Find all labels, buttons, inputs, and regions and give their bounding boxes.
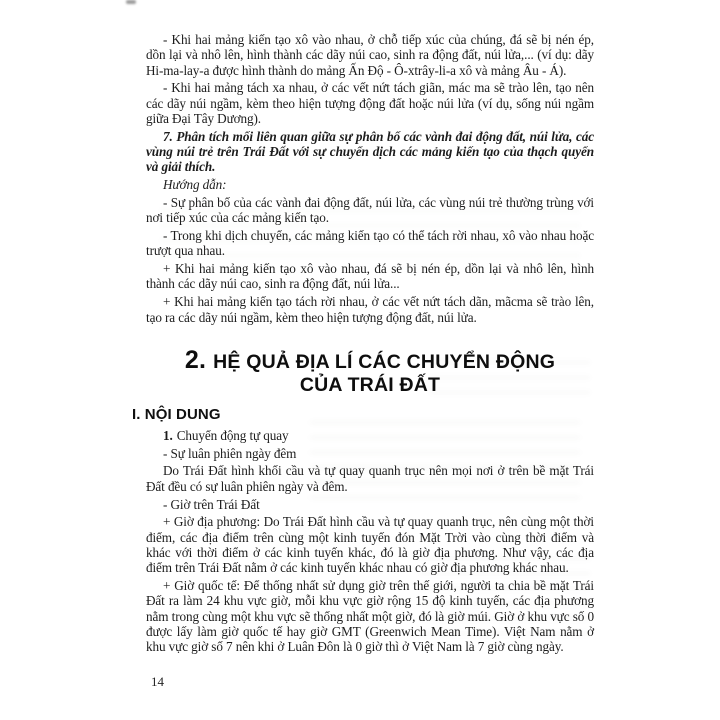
chapter-title-line-2: CỦA TRÁI ĐẤT [299,373,441,396]
section-heading-noi-dung: I. NỘI DUNG [132,405,221,423]
chapter-number: 2. [184,345,207,374]
subsection-1-number: 1. [163,427,173,443]
chapter-heading [146,345,594,396]
page-number: 14 [151,674,164,689]
page-text-column [132,32,594,657]
guide-point-3: + Khi hai mảng kiến tạo xô vào nhau, đá sẽ bị nén ép, dồn lại và nhô lên, hình thành các dãy núi cao, sinh ra động đất, núi lửa... [146,261,594,292]
paragraph-international-time: + Giờ quốc tế: Để thống nhất sử dụng giờ trên thế giới, người ta chia bề mặt Trái Đất ra làm 24 khu vực giờ, mỗi khu vực giờ rộng 15 độ kinh tuyến, các địa phương nằm trong cùng một khu vực sẽ thống nhất một giờ, đó là giờ múi. Giờ ở khu vực số 0 được lấy làm giờ quốc tế hay giờ GMT (Greenwich Mean Time). Việt Nam nằm ở khu vực giờ số 7 nên khi ở Luân Đôn là 0 giờ thì ở Việt Nam là 7 giờ cùng ngày. [146,578,594,655]
guide-label: Hướng dẫn: [163,177,227,193]
paragraph-day-night: Do Trái Đất hình khối cầu và tự quay quanh trục nên mọi nơi ở trên bề mặt Trái Đất đều có sự luân phiên ngày và đêm. [146,463,594,494]
bullet-day-night: - Sự luân phiên ngày đêm [163,445,297,461]
paragraph-plate-separation: - Khi hai mảng tách xa nhau, ở các vết nứt tách giãn, mác ma sẽ trào lên, tạo nên các dãy núi ngầm, kèm theo hiện tượng động đất hoặc núi lửa (ví dụ, sống núi ngầm giữa Đại Tây Dương). [146,80,594,126]
scan-smudge-artifact [126,0,136,4]
paragraph-plate-collision: - Khi hai mảng kiến tạo xô vào nhau, ở chỗ tiếp xúc của chúng, đá sẽ bị nén ép, dồn lại và nhô lên, hình thành các dãy núi cao, sinh ra động đất, núi lửa,... (ví dụ: dãy Hi-ma-lay-a được hình thành do mảng Ấn Độ - Ô-xtrây-li-a xô và mảng Âu - Á). [146,32,594,78]
bullet-earth-time: - Giờ trên Trái Đất [163,496,260,512]
question-7-statement: 7. Phân tích mối liên quan giữa sự phân bố các vành đai động đất, núi lửa, các vùng núi trẻ trên Trái Đất với sự chuyển dịch các mảng kiến tạo của thạch quyển và giải thích. [146,128,594,175]
chapter-title-text: HỆ QUẢ ĐỊA LÍ CÁC CHUYỂN ĐỘNG [213,350,556,373]
subsection-1-heading [146,428,594,443]
subsection-1-title: Chuyển động tự quay [176,427,289,443]
guide-point-1: - Sự phân bố của các vành đai động đất, núi lửa, các vùng núi trẻ thường trùng với nơi tiếp xúc của các mảng kiến tạo. [146,194,594,226]
guide-point-2: - Trong khi dịch chuyển, các mảng kiến tạo có thể tách rời nhau, xô vào nhau hoặc trượt qua nhau. [146,228,594,259]
paragraph-local-time: + Giờ địa phương: Do Trái Đất hình cầu và tự quay quanh trục, nên cùng một thời điểm, các địa điểm trên cùng một kinh tuyến đón Mặt Trời vào cùng thời điểm và khác với thời điểm ở các kinh tuyến khác, đó là giờ địa phương. Như vậy, các địa điểm trên Trái Đất nằm ở các kinh tuyến khác nhau có giờ địa phương khác nhau. [146,514,594,576]
chapter-title-line-1 [146,345,594,374]
guide-point-4: + Khi hai mảng kiến tạo tách rời nhau, ở các vết nứt tách dãn, mãcma sẽ trào lên, tạo ra các dãy núi ngầm, kèm theo hiện tượng động đất, núi lửa. [146,294,594,325]
